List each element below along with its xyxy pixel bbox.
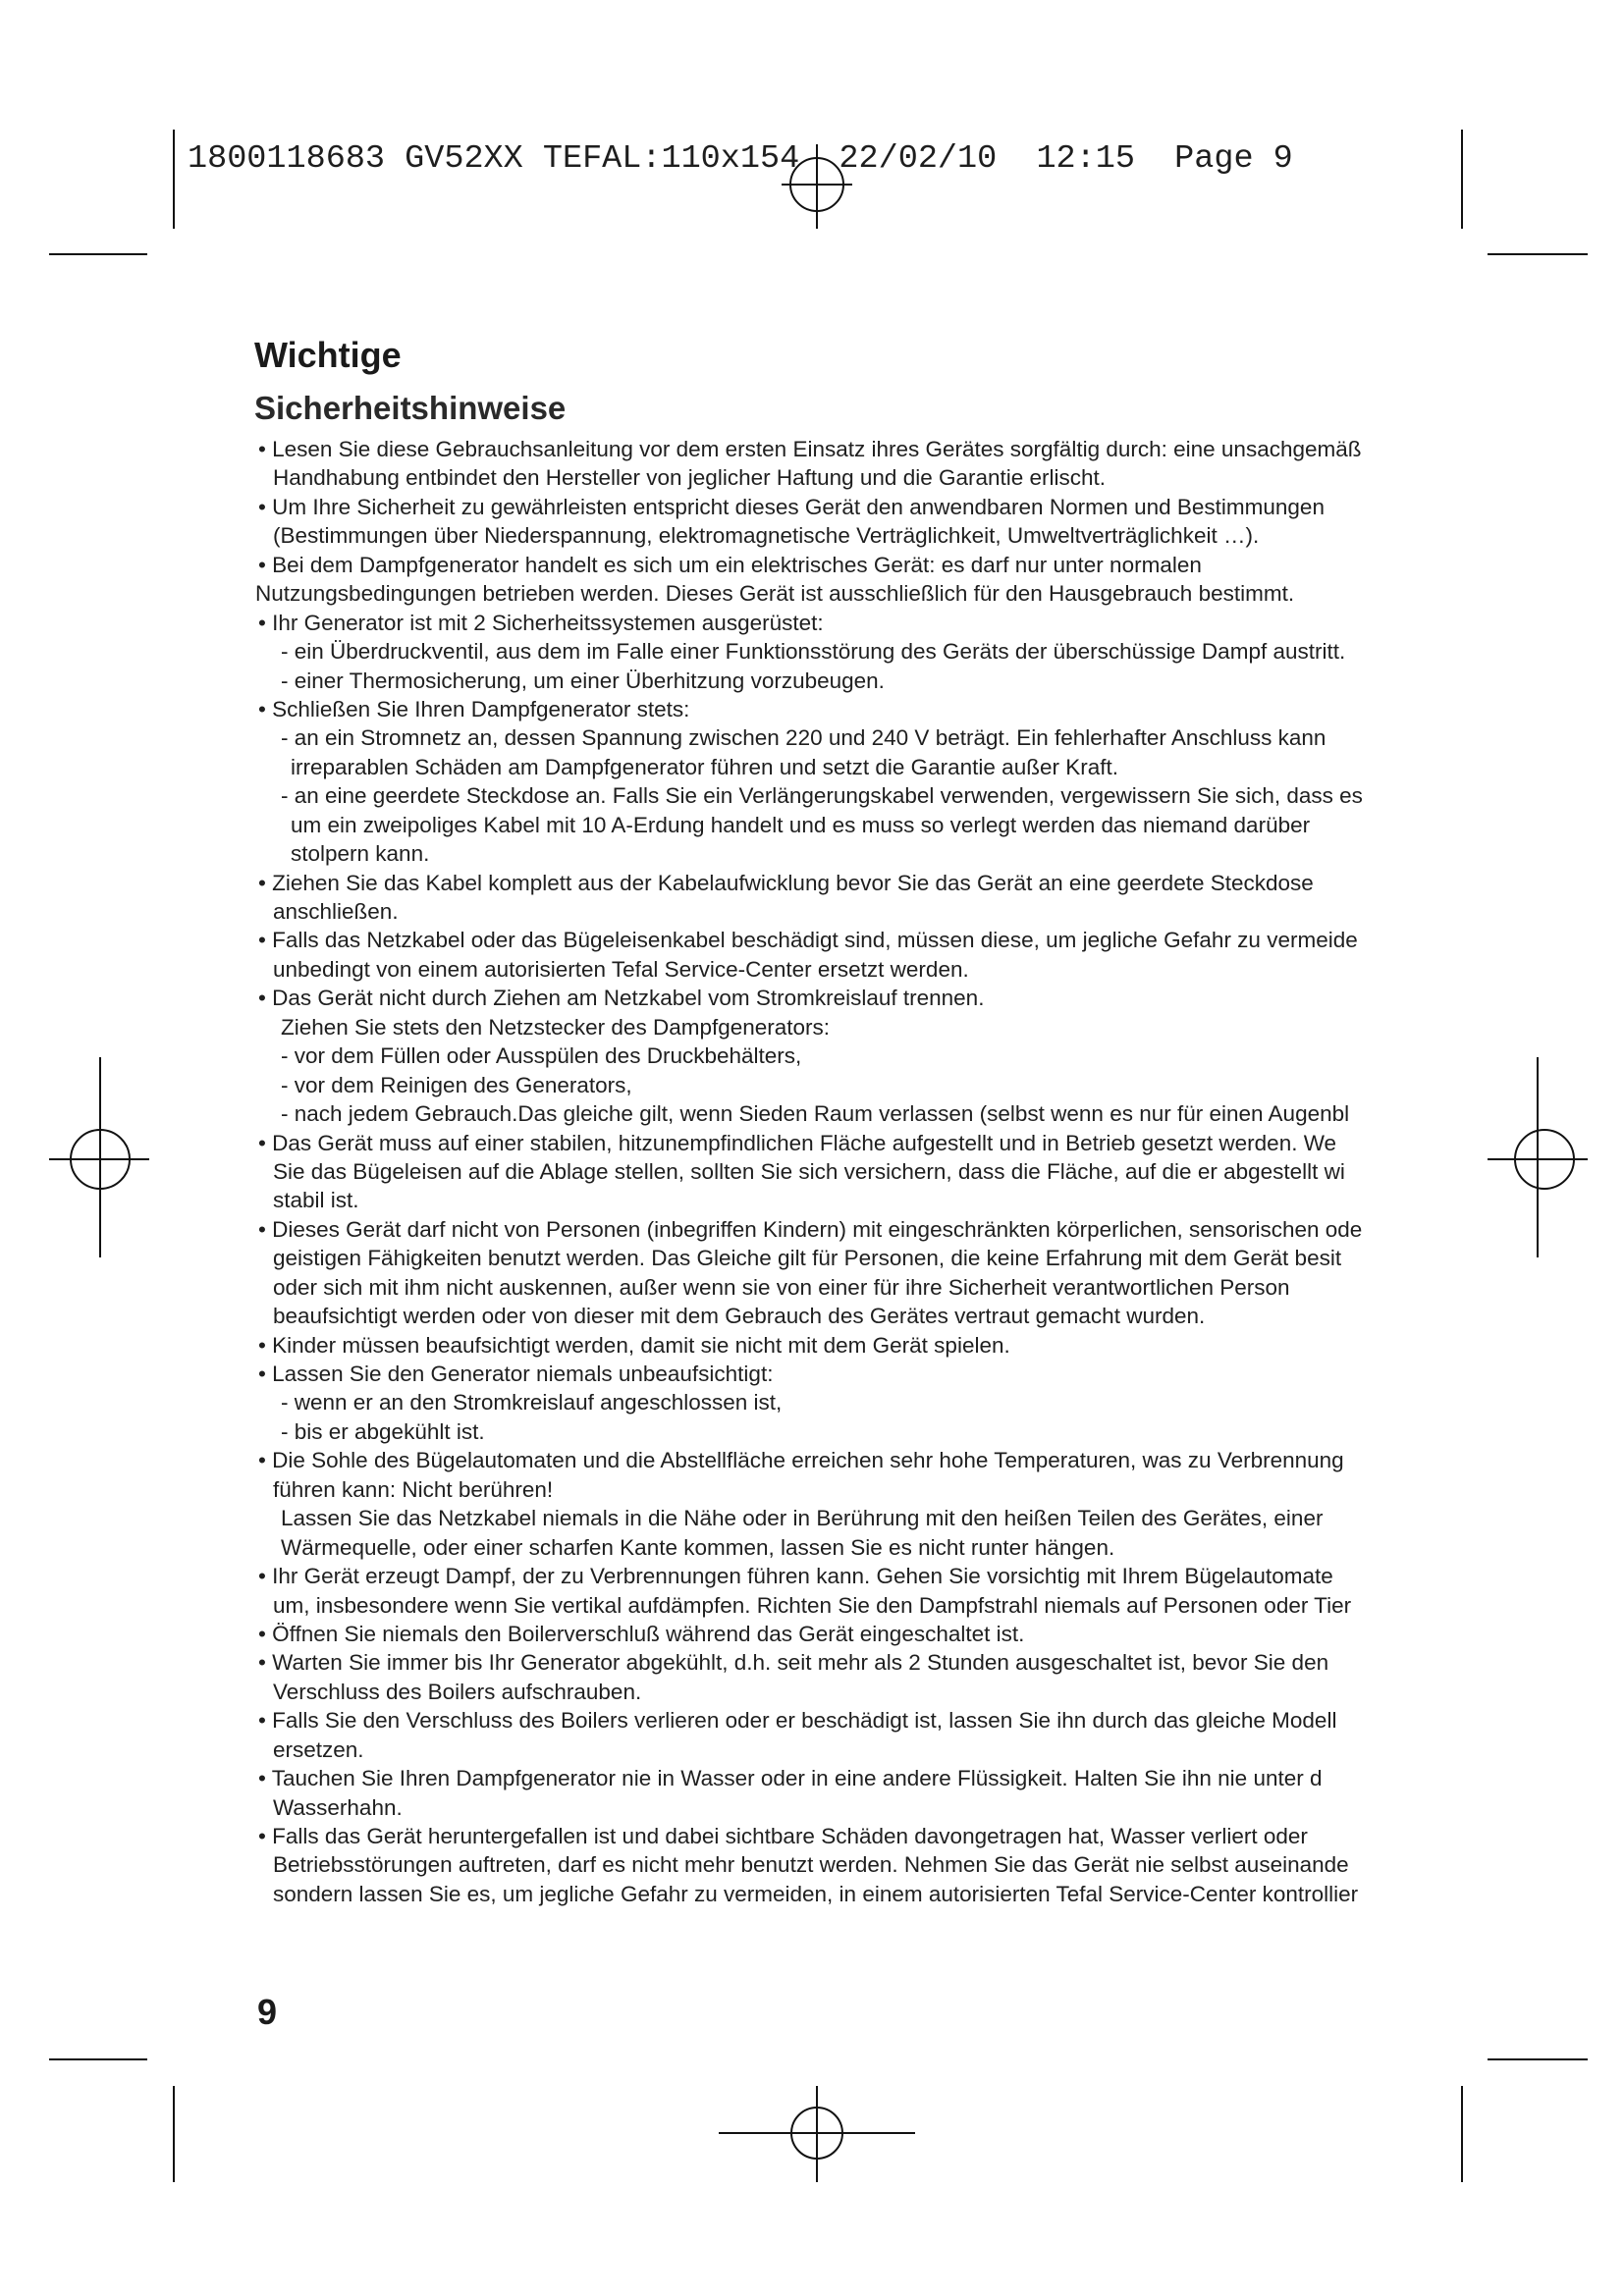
heading-line-2: Sicherheitshinweise <box>254 390 567 426</box>
text-line: - vor dem Füllen oder Ausspülen des Druckbehälters, <box>281 1043 802 1069</box>
text-line: geistigen Fähigkeiten benutzt werden. Das Gleiche gilt für Personen, die keine Erfahrung mit dem Gerät besit <box>273 1246 1342 1271</box>
text-line: Wasserhahn. <box>273 1794 403 1820</box>
text-line: - einer Thermosicherung, um einer Überhitzung vorzubeugen. <box>281 667 885 693</box>
bullet-item-line: • Ziehen Sie das Kabel komplett aus der Kabelaufwicklung bevor Sie das Gerät an eine geerdete Steckdose <box>258 870 1314 895</box>
text-line: sondern lassen Sie es, um jegliche Gefahr zu vermeiden, in einem autorisierten Tefal Service-Center kontrollier <box>273 1881 1359 1906</box>
bullet-item-line: • Bei dem Dampfgenerator handelt es sich um ein elektrisches Gerät: es darf nur unter normalen <box>258 552 1202 577</box>
text-line: Ziehen Sie stets den Netzstecker des Dampfgenerators: <box>281 1014 831 1040</box>
bullet-item-line: • Falls Sie den Verschluss des Boilers verlieren oder er beschädigt ist, lassen Sie ihn durch das gleiche Modell <box>258 1708 1337 1734</box>
bullet-item-line: • Ihr Generator ist mit 2 Sicherheitssystemen ausgerüstet: <box>258 610 824 635</box>
text-line: stolpern kann. <box>291 841 430 867</box>
text-line: - an eine geerdete Steckdose an. Falls Sie ein Verlängerungskabel verwenden, vergewissern Sie sich, dass es <box>281 783 1363 809</box>
bullet-item-line: • Lassen Sie den Generator niemals unbeaufsichtigt: <box>258 1362 774 1386</box>
bullet-item-line: • Um Ihre Sicherheit zu gewährleisten entspricht dieses Gerät den anwendbaren Normen und Bestimmungen <box>258 494 1325 519</box>
text-line: stabil ist. <box>273 1188 359 1213</box>
bullet-item-line: • Das Gerät muss auf einer stabilen, hitzunempfindlichen Fläche aufgestellt und in Betrieb gesetzt werden. We <box>258 1130 1337 1155</box>
text-line: um, insbesondere wenn Sie vertikal aufdämpfen. Richten Sie den Dampfstrahl niemals auf Personen oder Tier <box>273 1592 1352 1618</box>
registration-circle <box>71 1130 130 1189</box>
safety-instructions <box>255 435 1507 1908</box>
text-line: (Bestimmungen über Niederspannung, elektromagnetische Verträglichkeit, Umweltverträglichkeit …). <box>273 523 1260 549</box>
text-line: Lassen Sie das Netzkabel niemals in die Nähe oder in Berührung mit den heißen Teilen des Gerätes, einer <box>281 1506 1324 1531</box>
text-line: um ein zweipoliges Kabel mit 10 A-Erdung handelt und es muss so verlegt werden das niemand darüber <box>291 812 1311 837</box>
bullet-item-line: • Falls das Gerät heruntergefallen ist und dabei sichtbare Schäden davongetragen hat, Wasser verliert oder <box>258 1824 1308 1848</box>
text-line: - ein Überdruckventil, aus dem im Falle einer Funktionsstörung des Geräts der überschüssige Dampf austritt. <box>281 639 1346 665</box>
text-line: unbedingt von einem autorisierten Tefal Service-Center ersetzt werden. <box>273 956 969 982</box>
page-number: 9 <box>257 1992 278 2032</box>
text-line: beaufsichtigt werden oder von dieser mit dem Gebrauch des Gerätes vertraut gemacht wurden. <box>273 1304 1206 1329</box>
bullet-item-line: • Die Sohle des Bügelautomaten und die Abstellfläche erreichen sehr hohe Temperaturen, was zu Verbrennung <box>258 1448 1344 1473</box>
text-line: Sie das Bügeleisen auf die Ablage stellen, sollten Sie sich versichern, dass die Fläche, auf die er abgestellt wi <box>273 1158 1345 1184</box>
bullet-item-line: • Schließen Sie Ihren Dampfgenerator stets: <box>258 696 690 721</box>
text-line: Betriebsstörungen auftreten, darf es nicht mehr benutzt werden. Nehmen Sie das Gerät nie selbst auseinande <box>273 1852 1349 1878</box>
bullet-item-line: • Ihr Gerät erzeugt Dampf, der zu Verbrennungen führen kann. Gehen Sie vorsichtig mit Ihrem Bügelautomate <box>258 1564 1333 1589</box>
bullet-item-line: • Tauchen Sie Ihren Dampfgenerator nie in Wasser oder in eine andere Flüssigkeit. Halten Sie ihn nie unter d <box>258 1766 1323 1791</box>
registration-mark-bottom <box>719 2086 915 2182</box>
registration-mark-left <box>49 1057 149 1257</box>
text-line: anschließen. <box>273 899 399 924</box>
text-line: - bis er abgekühlt ist. <box>281 1418 485 1444</box>
registration-circle <box>791 2108 842 2159</box>
bullet-item-line: • Lesen Sie diese Gebrauchsanleitung vor dem ersten Einsatz ihres Gerätes sorgfältig durch: eine unsachgemäß <box>258 437 1362 461</box>
text-line: oder sich mit ihm nicht auskennen, außer wenn sie von einer für ihre Sicherheit verantwortlichen Person <box>273 1274 1290 1300</box>
heading-line-1: Wichtige <box>254 335 402 375</box>
print-slug: 1800118683 GV52XX TEFAL:110x154 22/02/10 12:15 Page 9 <box>188 140 1293 178</box>
text-line: - an ein Stromnetz an, dessen Spannung zwischen 220 und 240 V beträgt. Ein fehlerhafter Anschluss kann <box>281 725 1326 751</box>
registration-circle <box>1515 1130 1574 1189</box>
text-line: - nach jedem Gebrauch.Das gleiche gilt, wenn Sieden Raum verlassen (selbst wenn es nur für einen Augenbl <box>281 1101 1350 1127</box>
bullet-item-line: • Kinder müssen beaufsichtigt werden, damit sie nicht mit dem Gerät spielen. <box>258 1332 1010 1358</box>
bullet-item-line: • Öffnen Sie niemals den Boilerverschluß während das Gerät eingeschaltet ist. <box>258 1621 1025 1646</box>
text-line: Wärmequelle, oder einer scharfen Kante kommen, lassen Sie es nicht runter hängen. <box>281 1534 1115 1560</box>
text-line: Handhabung entbindet den Hersteller von jeglicher Haftung und die Garantie erlischt. <box>273 465 1107 491</box>
text-line: Verschluss des Boilers aufschrauben. <box>273 1679 642 1704</box>
bullet-item-line: • Dieses Gerät darf nicht von Personen (inbegriffen Kindern) mit eingeschränkten körperlichen, sensorischen ode <box>258 1216 1363 1242</box>
bullet-item-line: • Falls das Netzkabel oder das Bügeleisenkabel beschädigt sind, müssen diese, um jegliche Gefahr zu vermeide <box>258 928 1358 953</box>
text-line: führen kann: Nicht berühren! <box>273 1476 554 1502</box>
bullet-item-line: • Das Gerät nicht durch Ziehen am Netzkabel vom Stromkreislauf trennen. <box>258 986 985 1011</box>
bullet-item-line: • Warten Sie immer bis Ihr Generator abgekühlt, d.h. seit mehr als 2 Stunden ausgeschaltet ist, bevor Sie den <box>258 1650 1329 1676</box>
text-line: ersetzen. <box>273 1736 364 1762</box>
text-line: - vor dem Reinigen des Generators, <box>281 1072 632 1097</box>
text-line: irreparablen Schäden am Dampfgenerator führen und setzt die Garantie außer Kraft. <box>291 754 1118 779</box>
text-line: - wenn er an den Stromkreislauf angeschlossen ist, <box>281 1390 783 1415</box>
text-line: Nutzungsbedingungen betrieben werden. Dieses Gerät ist ausschließlich für den Hausgebrauch bestimmt. <box>255 581 1295 607</box>
